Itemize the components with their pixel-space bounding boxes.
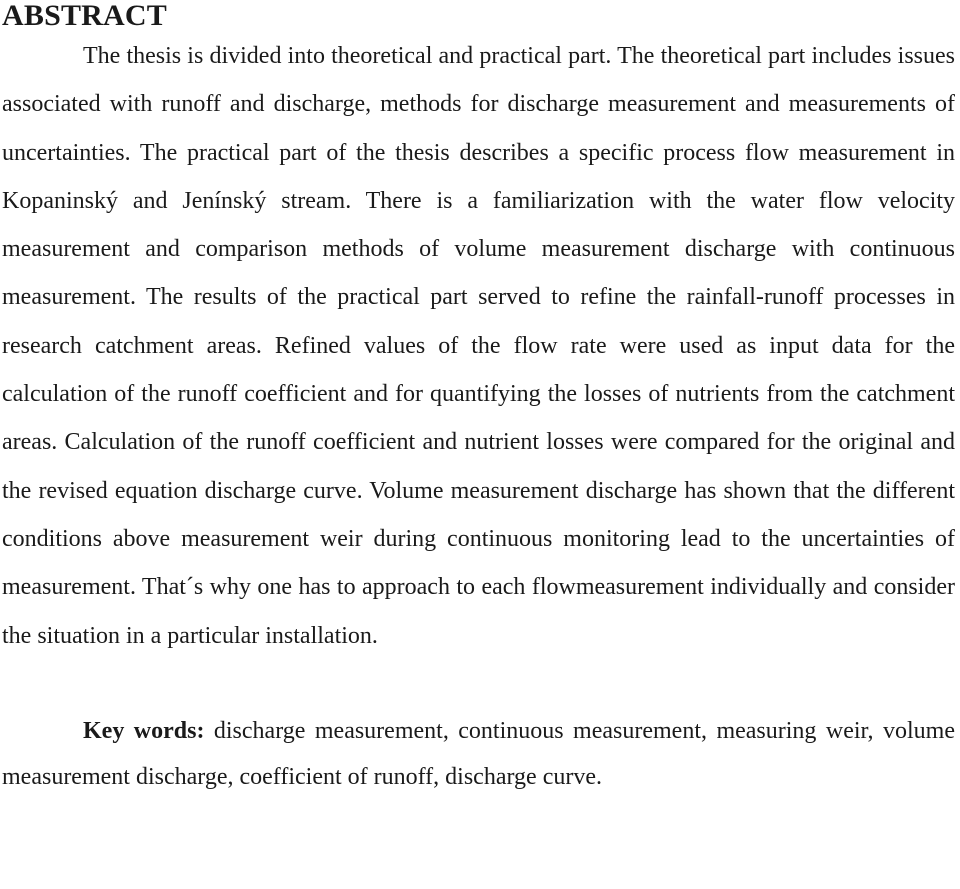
abstract-paragraph xyxy=(2,32,955,660)
document-page xyxy=(2,0,955,800)
keywords-label: Key words: xyxy=(83,717,205,744)
keywords-text: discharge measurement, continuous measurement, measuring weir, volume measurement discharge, coefficient of runoff, discharge curve. xyxy=(2,717,955,790)
keywords-paragraph xyxy=(2,708,955,800)
abstract-text: The thesis is divided into theoretical and practical part. The theoretical part includes issues associated with runoff and discharge, methods for discharge measurement and measurements of uncertainties. The practical part of the thesis describes a specific process flow measurement in Kopaninský and Jenínský stream. There is a familiarization with the water flow velocity measurement and comparison methods of volume measurement discharge with continuous measurement. The results of the practical part served to refine the rainfall-runoff processes in research catchment areas. Refined values of the flow rate were used as input data for the calculation of the runoff coefficient and for quantifying the losses of nutrients from the catchment areas. Calculation of the runoff coefficient and nutrient losses were compared for the original and the revised equation discharge curve. Volume measurement discharge has shown that the different conditions above measurement weir during continuous monitoring lead to the uncertainties of measurement. That´s why one has to approach to each flowmeasurement individually and consider the situation in a particular installation. xyxy=(2,43,955,649)
abstract-heading: ABSTRACT xyxy=(2,0,167,32)
